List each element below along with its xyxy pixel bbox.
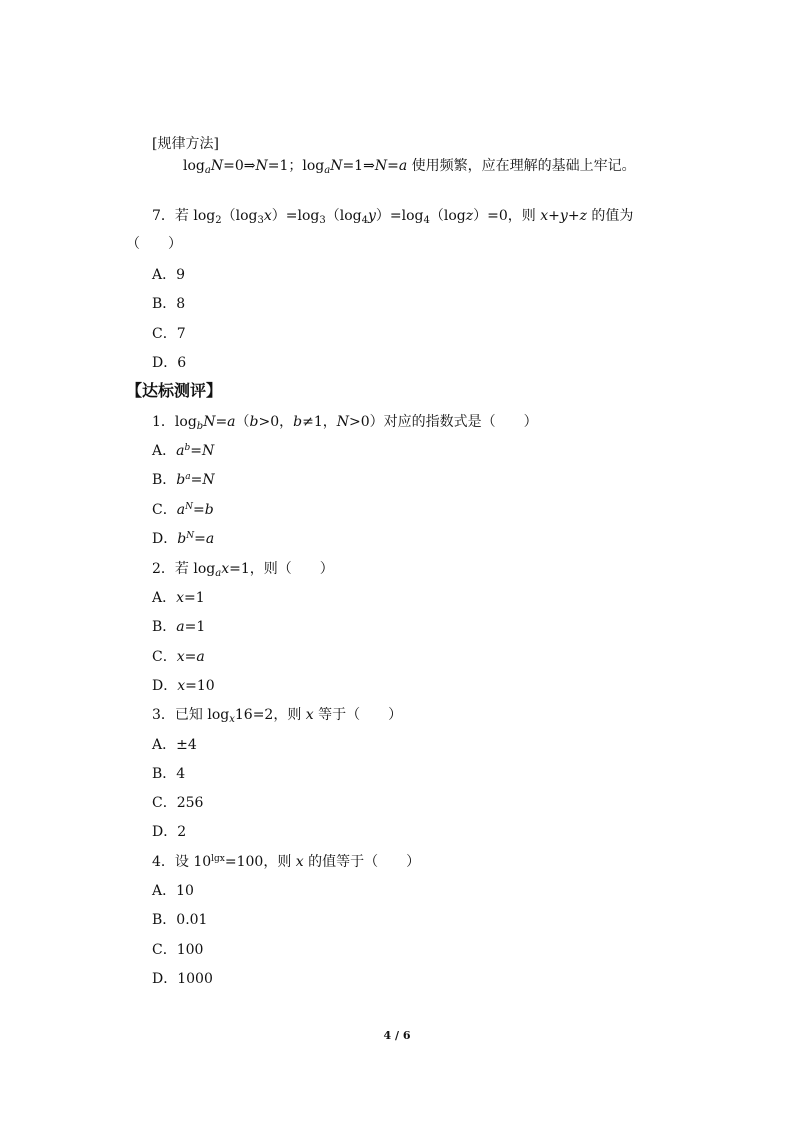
q4-stem: 4．设 $10^{lgx}=100$，则 x 的值等于（ ） xyxy=(152,854,421,870)
q3-option-d: D．2 xyxy=(152,824,187,840)
q1-option-b: B．$b^a=N$ xyxy=(152,472,215,488)
method-label: [规律方法] xyxy=(152,136,219,152)
q2-option-d: D．x=10 xyxy=(152,678,215,694)
section-title: 【达标测评】 xyxy=(126,381,223,400)
q3-stem: 3．已知 $\log_x16=2$，则 x 等于（ ） xyxy=(152,707,403,725)
page-number: 4 / 6 xyxy=(383,1029,411,1042)
q7-option-c: C．7 xyxy=(152,326,186,342)
q4-option-c: C．100 xyxy=(152,942,204,958)
q4-option-a: A．10 xyxy=(152,883,194,899)
q1-stem: 1．$\log_bN=a(b>0$，b≠1，N>0）对应的指数式是（ ） xyxy=(152,414,538,432)
q1-option-d: D．$b^N=a$ xyxy=(152,531,215,547)
q2-option-a: A．x=1 xyxy=(152,590,205,606)
q4-option-b: B．0.01 xyxy=(152,912,208,928)
q1-option-c: C．$a^N=b$ xyxy=(152,502,214,518)
q3-option-c: C．256 xyxy=(152,795,204,811)
method-rule: $\log_aN=0\Rightarrow N=1$；$\log_aN=1\Rightarrow N=a$ 使用频繁，应在理解的基础上牢记。 xyxy=(183,158,636,176)
q7-stem: 7．若 $\log_2(\log_3x)=\log_3(\log_4y)=\log_4(\log z)=0$，则 x+y+z 的值为 xyxy=(152,208,634,226)
q2-stem: 2．若 $\log_ax=1$，则（ ） xyxy=(152,561,334,579)
q7-answer-paren: （ ） xyxy=(126,236,182,252)
q3-option-a: A．±4 xyxy=(152,737,197,753)
q2-option-c: C．x=a xyxy=(152,649,205,665)
q7-option-b: B．8 xyxy=(152,296,186,312)
q7-option-d: D．6 xyxy=(152,355,187,371)
q7-option-a: A．9 xyxy=(152,267,186,283)
q2-option-b: B．a=1 xyxy=(152,619,206,635)
q4-option-d: D．1000 xyxy=(152,971,213,987)
q1-option-a: A．$a^b=N$ xyxy=(152,443,215,459)
q3-option-b: B．4 xyxy=(152,766,186,782)
